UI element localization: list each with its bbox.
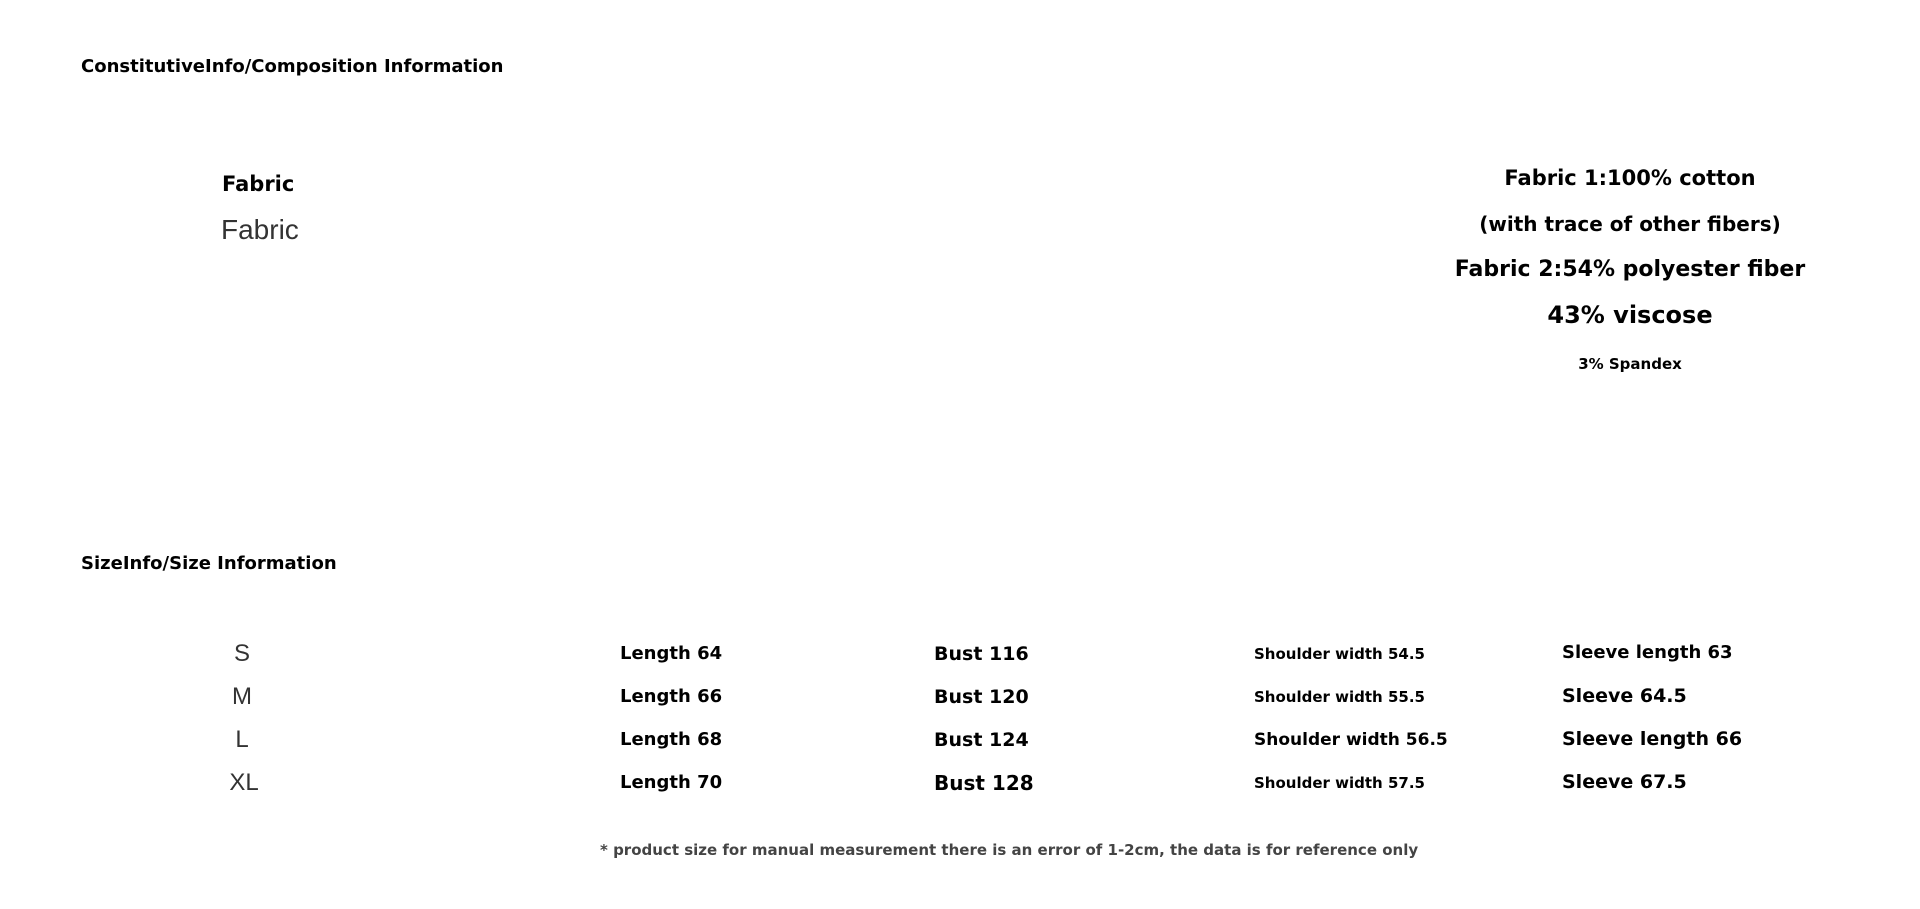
shoulder-cell: Shoulder width 54.5: [1254, 645, 1425, 663]
bust-cell: Bust 116: [934, 643, 1029, 665]
composition-line: Fabric 2:54% polyester fiber: [1454, 257, 1806, 282]
shoulder-cell: Shoulder width 55.5: [1254, 688, 1425, 706]
fabric-sublabel: Fabric: [221, 214, 299, 245]
bust-cell: Bust 128: [934, 771, 1034, 795]
sleeve-cell: Sleeve 67.5: [1562, 771, 1687, 793]
length-cell: Length 66: [620, 686, 723, 707]
shoulder-cell: Shoulder width 57.5: [1254, 774, 1425, 792]
sleeve-cell: Sleeve length 66: [1562, 728, 1743, 750]
length-cell: Length 70: [620, 772, 723, 793]
size-label: XL: [229, 769, 259, 796]
length-cell: Length 68: [620, 729, 723, 750]
composition-line: (with trace of other fibers): [1479, 212, 1781, 236]
sleeve-cell: Sleeve length 63: [1562, 642, 1733, 663]
size-section-title: SizeInfo/Size Information: [81, 553, 337, 574]
size-label: S: [233, 640, 250, 667]
bust-cell: Bust 120: [934, 686, 1029, 708]
sleeve-cell: Sleeve 64.5: [1562, 685, 1687, 707]
fabric-label: Fabric: [222, 172, 295, 196]
size-footnote: * product size for manual measurement there is an error of 1-2cm, the data is for reference only: [600, 841, 1419, 859]
composition-line: Fabric 1:100% cotton: [1504, 166, 1756, 190]
shoulder-cell: Shoulder width 56.5: [1254, 730, 1448, 750]
length-cell: Length 64: [620, 643, 723, 664]
composition-line: 43% viscose: [1547, 301, 1713, 329]
composition-section-title: ConstitutiveInfo/Composition Information: [81, 56, 504, 77]
size-label: M: [232, 683, 252, 710]
composition-line: 3% Spandex: [1578, 355, 1682, 373]
bust-cell: Bust 124: [934, 729, 1029, 751]
size-label: L: [235, 726, 249, 753]
